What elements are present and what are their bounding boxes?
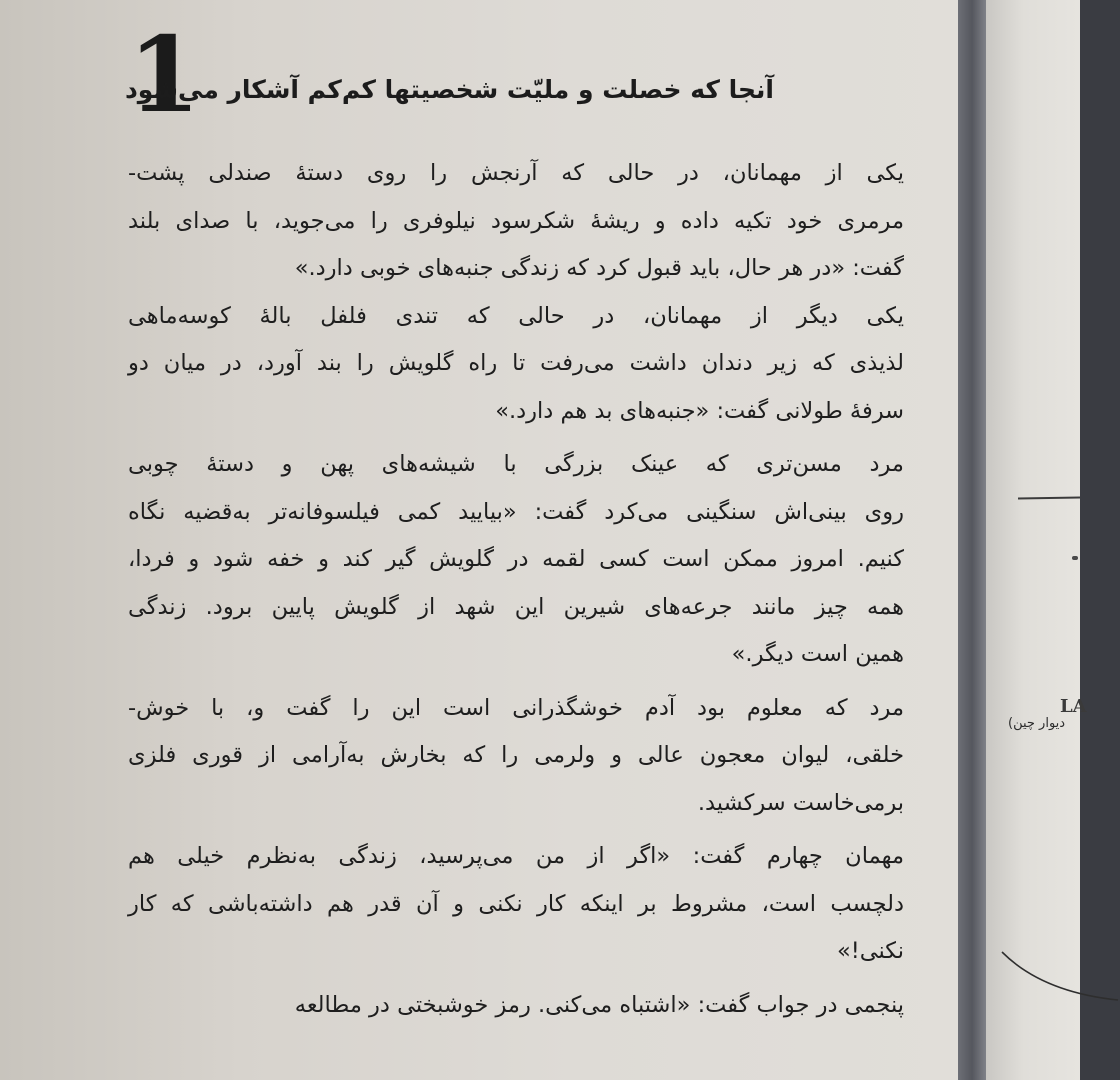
text-line: همین است دیگر.» — [731, 641, 904, 667]
adjacent-page-latin-text: LA — [1060, 696, 1087, 717]
text-line: یکی از مهمانان، در حالی که آرنجش را روی دستهٔ صندلی پشت- — [128, 160, 904, 186]
adjacent-page-arc — [1000, 940, 1120, 1020]
text-line: پنجمی در جواب گفت: «اشتباه می‌کنی. رمز خوشبختی در مطالعه — [294, 991, 904, 1018]
page-gutter — [958, 0, 986, 1080]
chapter-number: 1 — [128, 13, 201, 136]
text-line: همه چیز مانند جرعه‌های شیرین این شهد از گلویش پایین برود. زندگی — [128, 593, 904, 620]
text-line: کنیم. امروز ممکن است کسی لقمه در گلویش گیر کند و خفه شود و فردا، — [128, 546, 904, 572]
text-line: برمی‌خاست سرکشید. — [697, 789, 904, 816]
text-line: گفت: «در هر حال، باید قبول کرد که زندگی جنبه‌های خوبی دارد.» — [294, 255, 904, 281]
text-line: روی بینی‌اش سنگینی می‌کرد گفت: «بیایید کمی فیلسوفانه‌تر به‌قضیه نگاه — [128, 498, 904, 525]
adjacent-page-persian-text: دیوار چین) — [1008, 716, 1066, 731]
text-line: دلچسب است، مشروط بر اینکه کار نکنی و آن قدر هم داشته‌باشی که کار — [128, 890, 904, 917]
text-line: مرمری خود تکیه داده و ریشهٔ شکرسود نیلوفری را می‌جوید، با صدای بلند — [128, 207, 904, 234]
text-line: مرد مسن‌تری که عینک بزرگی با شیشه‌های پهن و دستهٔ چوبی — [128, 451, 904, 477]
body-text — [128, 150, 904, 1029]
text-line: مهمان چهارم گفت: «اگر از من می‌پرسید، زندگی به‌نظرم خیلی هم — [128, 843, 904, 869]
text-line: مرد که معلوم بود آدم خوشگذرانی است این را گفت و، با خوش- — [128, 694, 904, 721]
text-line: سرفهٔ طولانی گفت: «جنبه‌های بد هم دارد.» — [495, 397, 904, 424]
text-line: خلقی، لیوان معجون عالی و ولرمی را که بخارش به‌آرامی از قوری فلزی — [128, 742, 904, 768]
text-line: نکنی!» — [836, 938, 904, 964]
chapter-title: آنجا که خصلت و ملیّت شخصیتها کم‌کم آشکار می‌شود — [124, 75, 774, 104]
text-line: یکی دیگر از مهمانان، در حالی که تندی فلفل بالهٔ کوسه‌ماهی — [128, 302, 904, 329]
text-line: لذیذی که زیر دندان داشت می‌رفت تا راه گلویش را بند آورد، در میان دو — [128, 350, 904, 376]
adjacent-page-mark — [1072, 556, 1078, 560]
adjacent-page — [986, 0, 1080, 1080]
